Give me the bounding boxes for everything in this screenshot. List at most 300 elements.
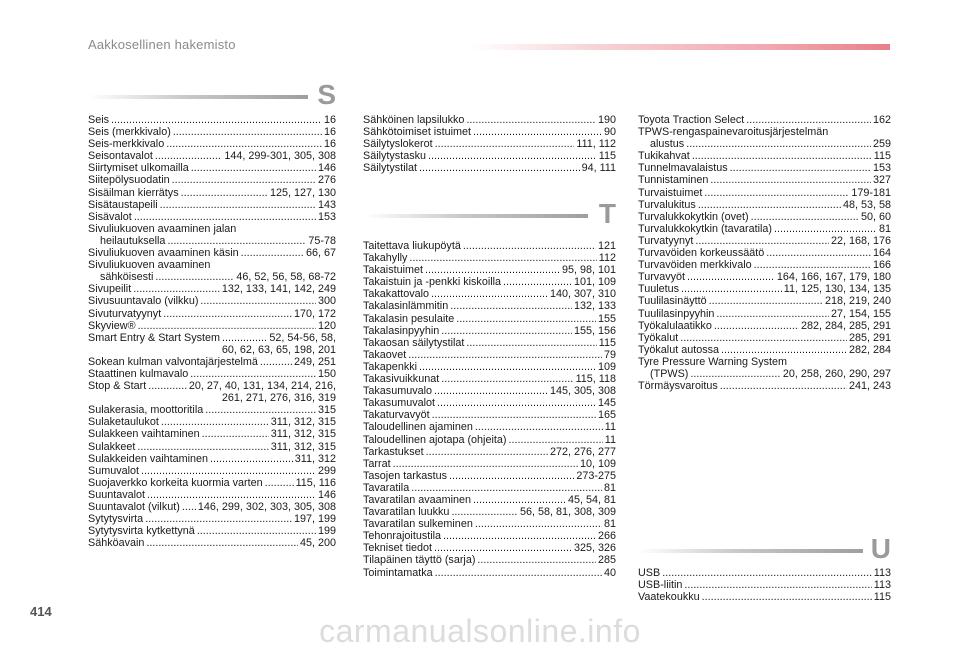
leader-dots [147,489,316,501]
index-term: Sulakerasia, moottoritila [88,404,204,417]
index-entry [363,138,616,150]
index-entry [638,295,891,307]
index-term: Skyview® [88,319,136,332]
index-entry [88,320,336,332]
index-term: Sähköavain [88,537,145,550]
page-number: 414 [30,604,52,619]
index-entry [88,247,336,259]
index-term: Turvavyöt [638,271,685,284]
index-term: Tehonrajoitustila [363,530,442,543]
index-term: Sulakkeet [88,440,136,453]
index-entry [638,591,891,603]
index-entry [88,199,336,211]
index-term: Takaistuimet [363,264,424,277]
index-entry [363,337,616,349]
index-term: Seis (merkkivalo) [88,126,171,139]
leader-dots [145,513,292,525]
leader-dots [443,530,596,542]
leader-dots [137,441,268,453]
leader-dots [163,308,292,320]
index-pages: 276 [317,174,336,187]
index-entry [88,259,336,283]
index-pages: 218, 219, 240 [824,295,891,308]
index-term: TPWS-rengaspainevaroitusjärjestelmän [638,126,829,139]
index-entry [638,320,891,332]
index-pages: 146 [317,488,336,501]
leader-dots [181,187,268,199]
section-divider [88,95,308,99]
leader-dots [681,283,782,295]
leader-dots [222,332,267,344]
index-term: Tuuletus [638,283,680,296]
index-entry [363,554,616,566]
index-pages: 79 [603,348,616,361]
leader-dots [425,264,560,276]
leader-dots [241,247,304,259]
index-entry [88,489,336,501]
leader-dots [698,199,841,211]
index-term-continued: sähköisesti [100,271,154,284]
index-entry [88,453,336,465]
leader-dots [730,162,871,174]
index-pages: 132, 133, 141, 142, 249 [221,283,336,296]
index-term: Tavaratilan luukku [363,506,450,519]
index-entry [363,126,616,138]
index-pages: 22, 168, 176 [830,234,891,247]
index-entry [638,332,891,344]
leader-dots [432,409,596,421]
leader-dots [720,380,847,392]
leader-dots [426,446,548,458]
index-pages: 311, 312, 315 [270,440,336,453]
index-term: Takakattovalo [363,288,430,301]
leader-dots [680,332,847,344]
index-pages: 120 [317,319,336,332]
leader-dots [690,368,781,380]
leader-dots [662,567,872,579]
index-pages: 16 [323,138,336,151]
index-term: Taloudellinen ajaminen [363,421,473,434]
index-pages: 115 [873,150,891,163]
index-term: Työkalut autossa [638,343,720,356]
index-entry [363,276,616,288]
index-pages: 285, 291 [848,331,891,344]
index-pages: 16 [323,114,336,126]
leader-dots [709,295,823,307]
index-pages: 299 [317,464,336,477]
index-term-continued: alustus [650,138,685,151]
index-pages: 81 [603,518,616,531]
index-entry [363,506,616,518]
index-entry [363,470,616,482]
index-entry [363,434,616,446]
index-pages: 11, 125, 130, 134, 135 [783,283,891,296]
index-entry [88,283,336,295]
index-pages: 325, 326 [573,542,616,555]
leader-dots [138,320,316,332]
leader-dots [441,373,573,385]
index-term: Tuulilasinäyttö [638,295,707,308]
index-pages: 56, 58, 81, 308, 309 [519,506,616,519]
leader-dots [692,150,872,162]
leader-dots [751,211,859,223]
index-entry [88,150,336,162]
leader-dots [466,337,596,349]
leader-dots [409,252,596,264]
index-term: Smart Entry & Start System [88,331,220,344]
leader-dots [466,114,596,126]
index-term: Taloudellinen ajotapa (ohjeita) [363,433,507,446]
index-term: Törmäysvaroitus [638,380,718,393]
leader-dots [172,174,316,186]
index-term: Seis-merkkivalo [88,138,165,151]
index-pages: 179-181 [851,186,891,199]
index-term: Sivuturvatyynyt [88,307,162,320]
index-entry [638,211,891,223]
index-term: Takaovet [363,348,407,361]
index-entry [363,530,616,542]
index-term: Suuntavalot [88,488,146,501]
index-term: Vaatekoukku [638,591,700,604]
section-u-heading [638,534,891,564]
index-entry [363,288,616,300]
leader-dots [200,295,316,307]
index-pages: 150 [317,367,336,380]
index-term: Sumuvalot [88,464,140,477]
index-term: Säilytyslokerot [363,138,433,151]
index-pages: 140, 307, 310 [549,288,616,301]
index-pages: 115 [598,150,616,163]
leader-dots [155,150,223,162]
index-term: Sytytysvirta [88,513,144,526]
index-pages: 115 [873,591,891,604]
index-term: Sulakkeiden vaihtaminen [88,452,209,465]
leader-dots [463,240,596,252]
index-pages: 155, 156 [573,324,616,337]
leader-dots [166,138,322,150]
index-term: Sähköinen lapsilukko [363,114,465,126]
index-entry [638,114,891,126]
index-term: Tekniset tiedot [363,542,433,555]
leader-dots [134,211,316,223]
index-term: Takapenkki [363,360,418,373]
index-term: Takasumuvalo [363,385,433,398]
index-entry [88,441,336,453]
index-entry [363,162,616,174]
index-term-continued: (TPWS) [650,367,689,380]
leader-dots [435,138,575,150]
index-pages: 16 [323,126,336,139]
leader-dots [182,501,196,513]
index-term: Turvalukkokytkin (ovet) [638,210,749,223]
index-entry [88,138,336,150]
index-pages: 259 [872,138,891,151]
watermark: carmanualsonline.info [319,613,641,649]
index-term: Sivupeilit [88,283,132,296]
page-header-title: Aakkosellinen hakemisto [88,37,236,52]
section-s-heading [88,80,336,110]
index-pages: 115, 116 [295,476,336,489]
leader-dots [435,567,602,579]
leader-dots [451,506,518,518]
index-term: Turvaistuimet [638,186,703,199]
index-pages: 109 [597,360,616,373]
index-column-u-1 [638,567,891,603]
index-pages: 46, 52, 56, 58, 68-72 [236,271,336,284]
index-column-s-1 [88,114,336,549]
index-term: Tarkastukset [363,445,424,458]
index-term: Tuulilasinpyyhin [638,307,715,320]
section-divider [638,549,863,553]
index-entry [88,308,336,320]
index-pages: 197, 199 [293,513,336,526]
leader-dots [148,380,187,392]
index-entry [363,313,616,325]
leader-dots [721,344,847,356]
index-entry [638,162,891,174]
section-letter-s: S [317,79,336,110]
index-pages: 146 [317,162,336,175]
index-column-s-2 [363,114,616,174]
index-term: Tunnistaminen [638,174,709,187]
index-entry [363,385,616,397]
leader-dots [111,114,322,126]
leader-dots [754,259,871,271]
index-term: Turvavöiden merkkivalo [638,259,752,272]
index-pages: 81 [878,222,891,235]
index-entry [88,211,336,223]
leader-dots [205,404,316,416]
leader-dots [508,434,602,446]
index-entry [363,446,616,458]
leader-dots [774,223,877,235]
index-entry [638,308,891,320]
leader-dots [141,465,316,477]
leader-dots [695,235,829,247]
index-pages: 311, 312, 315 [270,428,336,441]
index-entry [88,525,336,537]
index-term: Säilytystasku [363,150,427,163]
leader-dots [714,320,799,332]
index-entry [88,465,336,477]
index-entry [638,199,891,211]
index-pages: 125, 127, 130 [269,186,336,199]
index-term: Tunnelmavalaistus [638,162,728,175]
index-entry [88,114,336,126]
index-entry [363,494,616,506]
leader-dots [441,325,572,337]
index-term: Toimintamatka [363,566,433,579]
index-term: Takaistuin ja -penkki kiskoilla [363,276,502,289]
index-entry [638,235,891,247]
index-term: Tavaratilan avaaminen [363,493,472,506]
index-pages: 20, 27, 40, 131, 134, 214, 216, [188,380,336,393]
index-entry [88,332,336,356]
leader-dots [746,114,871,126]
leader-dots [687,271,775,283]
index-entry [363,349,616,361]
leader-dots [202,428,269,440]
index-pages: 113 [873,567,891,579]
index-pages-continued: 261, 271, 276, 316, 319 [221,392,336,405]
index-entry [363,373,616,385]
index-term: Toyota Traction Select [638,114,745,126]
index-term: Turvalukkokytkin (tavaratila) [638,222,773,235]
index-term: Turvavöiden korkeussäätö [638,247,765,260]
index-entry [88,477,336,489]
index-term: Seisontavalot [88,150,153,163]
index-term: Tyre Pressure Warning System [638,355,787,368]
index-entry [363,300,616,312]
index-term: Takalasinlämmitin [363,300,449,313]
index-term: Takasumuvalot [363,397,436,410]
index-term: USB [638,567,661,579]
leader-dots [428,150,597,162]
index-pages: 272, 276, 277 [549,445,616,458]
index-pages: 66, 67 [305,247,336,260]
index-term: Tasojen tarkastus [363,469,448,482]
index-entry [363,240,616,252]
index-pages: 10, 109 [579,457,616,470]
index-entry [638,271,891,283]
index-term: Sulakkeen vaihtaminen [88,428,200,441]
leader-dots [419,162,580,174]
index-entry [88,501,336,513]
index-pages: 285 [597,554,616,567]
index-column-t-1 [363,240,616,579]
index-pages: 48, 53, 58 [842,198,891,211]
index-term: Siirtymiset ulkomailla [88,162,189,175]
index-entry [363,421,616,433]
index-pages: 27, 154, 155 [830,307,891,320]
leader-dots [146,537,298,549]
index-term: Tarrat [363,457,391,470]
index-term: Työkalulaatikko [638,319,712,332]
index-term: Tavaratilan sulkeminen [363,518,473,531]
index-pages: 81 [603,481,616,494]
leader-dots [473,494,566,506]
index-term: Turvatyynyt [638,234,694,247]
index-pages: 145, 305, 308 [549,385,616,398]
index-entry [363,114,616,126]
leader-dots [190,368,316,380]
index-pages: 153 [872,162,891,175]
index-pages: 45, 54, 81 [567,493,616,506]
index-term: Takalasin pesulaite [363,312,455,325]
leader-dots [434,385,548,397]
index-entry [638,187,891,199]
index-term: Sivuliukuoven avaaminen käsin [88,247,239,260]
leader-dots [260,356,292,368]
index-pages: 121 [597,240,616,252]
index-pages: 95, 98, 101 [561,264,616,277]
index-pages: 144, 299-301, 305, 308 [224,150,336,163]
index-entry [638,247,891,259]
leader-dots [191,162,316,174]
index-term: Sisätaustapeili [88,198,158,211]
index-entry [363,482,616,494]
index-entry [363,252,616,264]
index-pages: 199 [317,525,336,538]
index-term: Suojaverkko korkeita kuormia varten [88,476,263,489]
index-entry [363,542,616,554]
index-pages: 249, 251 [293,355,336,368]
index-term: Staattinen kulmavalo [88,367,189,380]
index-term: Sivuliukuoven avaaminen jalan [88,222,237,235]
index-pages: 241, 243 [848,380,891,393]
index-term: Sivuliukuoven avaaminen [88,259,211,272]
leader-dots [475,421,603,433]
index-term: Tukikahvat [638,150,690,163]
index-pages: 75-78 [308,234,336,247]
index-entry [363,458,616,470]
index-entry [638,283,891,295]
index-term: Seis [88,114,110,126]
leader-dots [686,138,871,150]
index-entry [88,162,336,174]
leader-dots [167,235,306,247]
leader-dots [265,477,294,489]
index-pages: 282, 284, 285, 291 [800,319,891,332]
index-pages: 101, 109 [573,276,616,289]
index-entry [638,150,891,162]
index-entry [363,409,616,421]
index-entry [88,187,336,199]
index-pages: 111, 112 [576,138,616,151]
index-pages: 282, 284 [848,343,891,356]
index-entry [363,325,616,337]
index-pages: 165 [597,409,616,422]
index-entry [88,368,336,380]
index-pages: 40 [603,566,616,579]
index-entry [363,567,616,579]
index-term: Suuntavalot (vilkut) [88,501,180,513]
index-entry [363,518,616,530]
index-entry [363,361,616,373]
index-term-continued: heilautuksella [100,234,166,247]
index-pages: 300 [317,295,336,308]
header-accent-bar [470,44,890,50]
section-letter-t: T [598,198,616,229]
index-pages: 311, 312, 315 [270,416,336,429]
leader-dots [419,361,596,373]
index-term: Stop & Start [88,380,147,393]
index-term: Sisäilman kierrätys [88,186,179,199]
index-entry [638,223,891,235]
leader-dots [450,300,572,312]
index-entry [363,397,616,409]
index-term: Takasivuikkunat [363,373,440,386]
index-term: Sokean kulman valvontajärjestelmä [88,355,258,368]
index-pages: 145 [597,397,616,410]
index-pages: 155 [597,312,616,325]
leader-dots [197,525,316,537]
index-entry [88,126,336,138]
index-pages: 162 [872,114,891,126]
index-pages: 166 [872,259,891,272]
index-term: Takalasinpyyhin [363,324,440,337]
leader-dots [710,174,871,186]
leader-dots [477,554,596,566]
index-term: Sivusuuntavalo (vilkku) [88,295,199,308]
leader-dots [456,313,596,325]
index-entry [88,356,336,368]
index-term: Takaosan säilytystilat [363,336,465,349]
index-pages: 113 [873,579,891,592]
leader-dots [160,199,316,211]
index-pages: 311, 312 [294,452,336,465]
leader-dots [161,416,269,428]
